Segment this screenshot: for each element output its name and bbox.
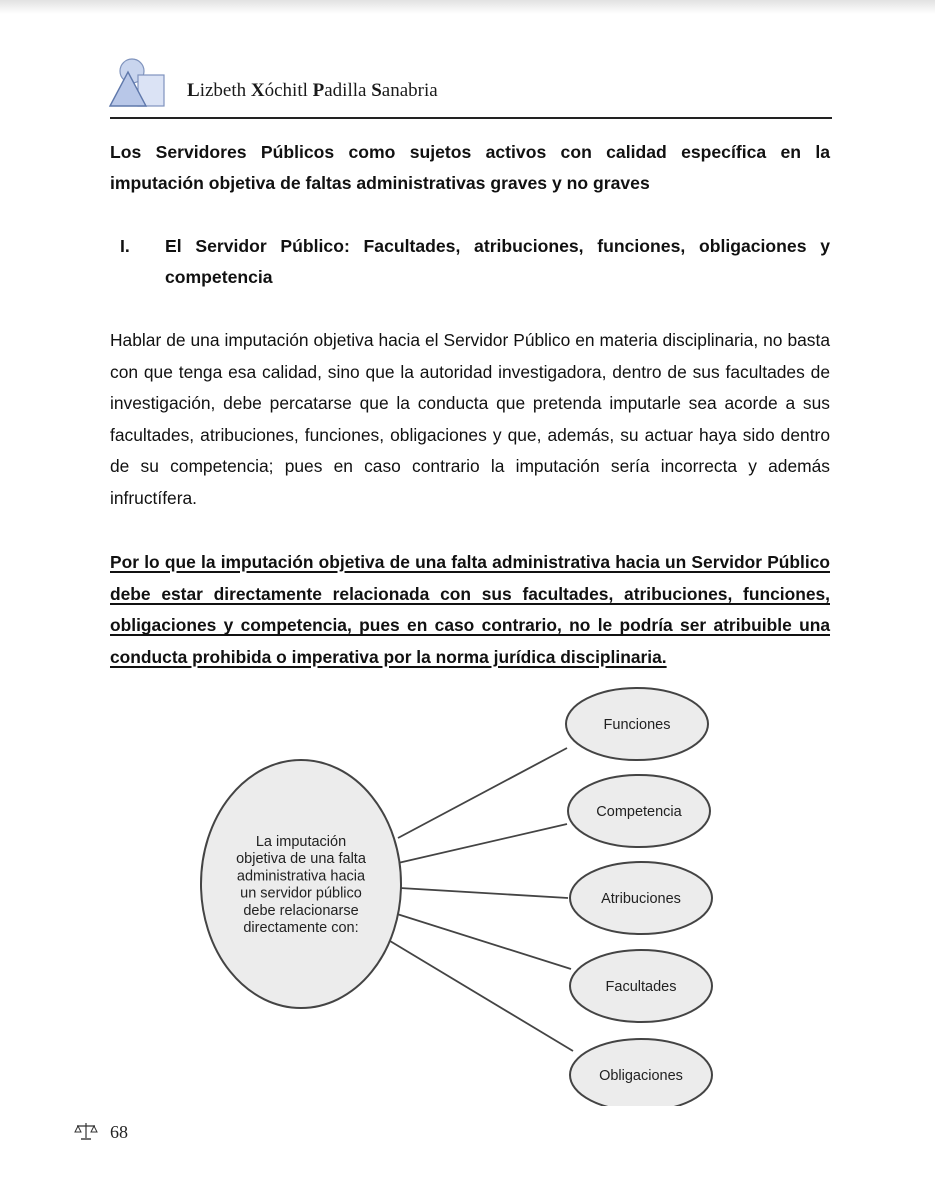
section-title: El Servidor Público: Facultades, atribuciones, funciones, obligaciones y competencia <box>165 236 830 287</box>
center-text-line: directamente con: <box>243 920 359 936</box>
page-number: 68 <box>110 1122 128 1142</box>
author-initial: S <box>371 80 382 101</box>
node-label-atribuciones: Atribuciones <box>601 891 681 907</box>
center-text-line: debe relacionarse <box>243 902 359 919</box>
connector-line <box>390 941 573 1051</box>
center-text-line: La imputación <box>255 834 347 850</box>
author-name-part: adilla <box>324 80 372 101</box>
connector-line <box>400 888 568 898</box>
author-name-part: anabria <box>381 80 438 101</box>
connector-line <box>398 824 567 863</box>
author-name-part: izbeth <box>199 80 251 101</box>
node-label-facultades: Facultades <box>605 979 677 995</box>
body-paragraph: Hablar de una imputación objetiva hacia el Servidor Público en materia disciplinaria, no basta con que tenga esa calidad, sino que la autoridad investigadora, dentro de sus facultades de investigación, debe percatarse que la conducta que pretenda imputarle sea acorde a sus facultades, atribuciones, funciones, obligaciones y que, además, su actuar haya sido dentro de su competencia; pues en caso contrario la imputación sería incorrecta y además infructífera. <box>110 330 830 508</box>
logo-icon <box>108 58 166 108</box>
node-label-funciones: Funciones <box>603 717 671 733</box>
node-label-obligaciones: Obligaciones <box>599 1068 683 1084</box>
author-initial: L <box>187 80 200 101</box>
connector-line <box>398 748 567 838</box>
concept-diagram <box>190 686 730 1106</box>
header-divider <box>110 117 832 119</box>
node-label-competencia: Competencia <box>596 804 682 820</box>
author-name <box>187 80 438 102</box>
author-name-part: óchitl <box>264 80 313 101</box>
section-number: I. <box>120 236 130 256</box>
page-edge <box>0 0 935 14</box>
document-title: Los Servidores Públicos como sujetos activos con calidad específica en la imputación objetiva de faltas administrativas graves y no graves <box>110 142 830 193</box>
author-initial: X <box>250 80 265 101</box>
center-text-line: objetiva de una falta <box>236 851 366 868</box>
center-text-line: administrativa hacia <box>236 868 366 885</box>
emphasis-paragraph: Por lo que la imputación objetiva de una falta administrativa hacia un Servidor Público debe estar directamente relacionada con sus facultades, atribuciones, funciones, obligaciones y competencia, pues en caso contrario, no le podría ser atribuible una conducta prohibida o imperativa por la norma jurídica disciplinaria. <box>110 552 830 667</box>
center-text-line: un servidor público <box>240 885 362 902</box>
scales-icon <box>74 1121 98 1141</box>
author-initial: P <box>312 80 325 101</box>
